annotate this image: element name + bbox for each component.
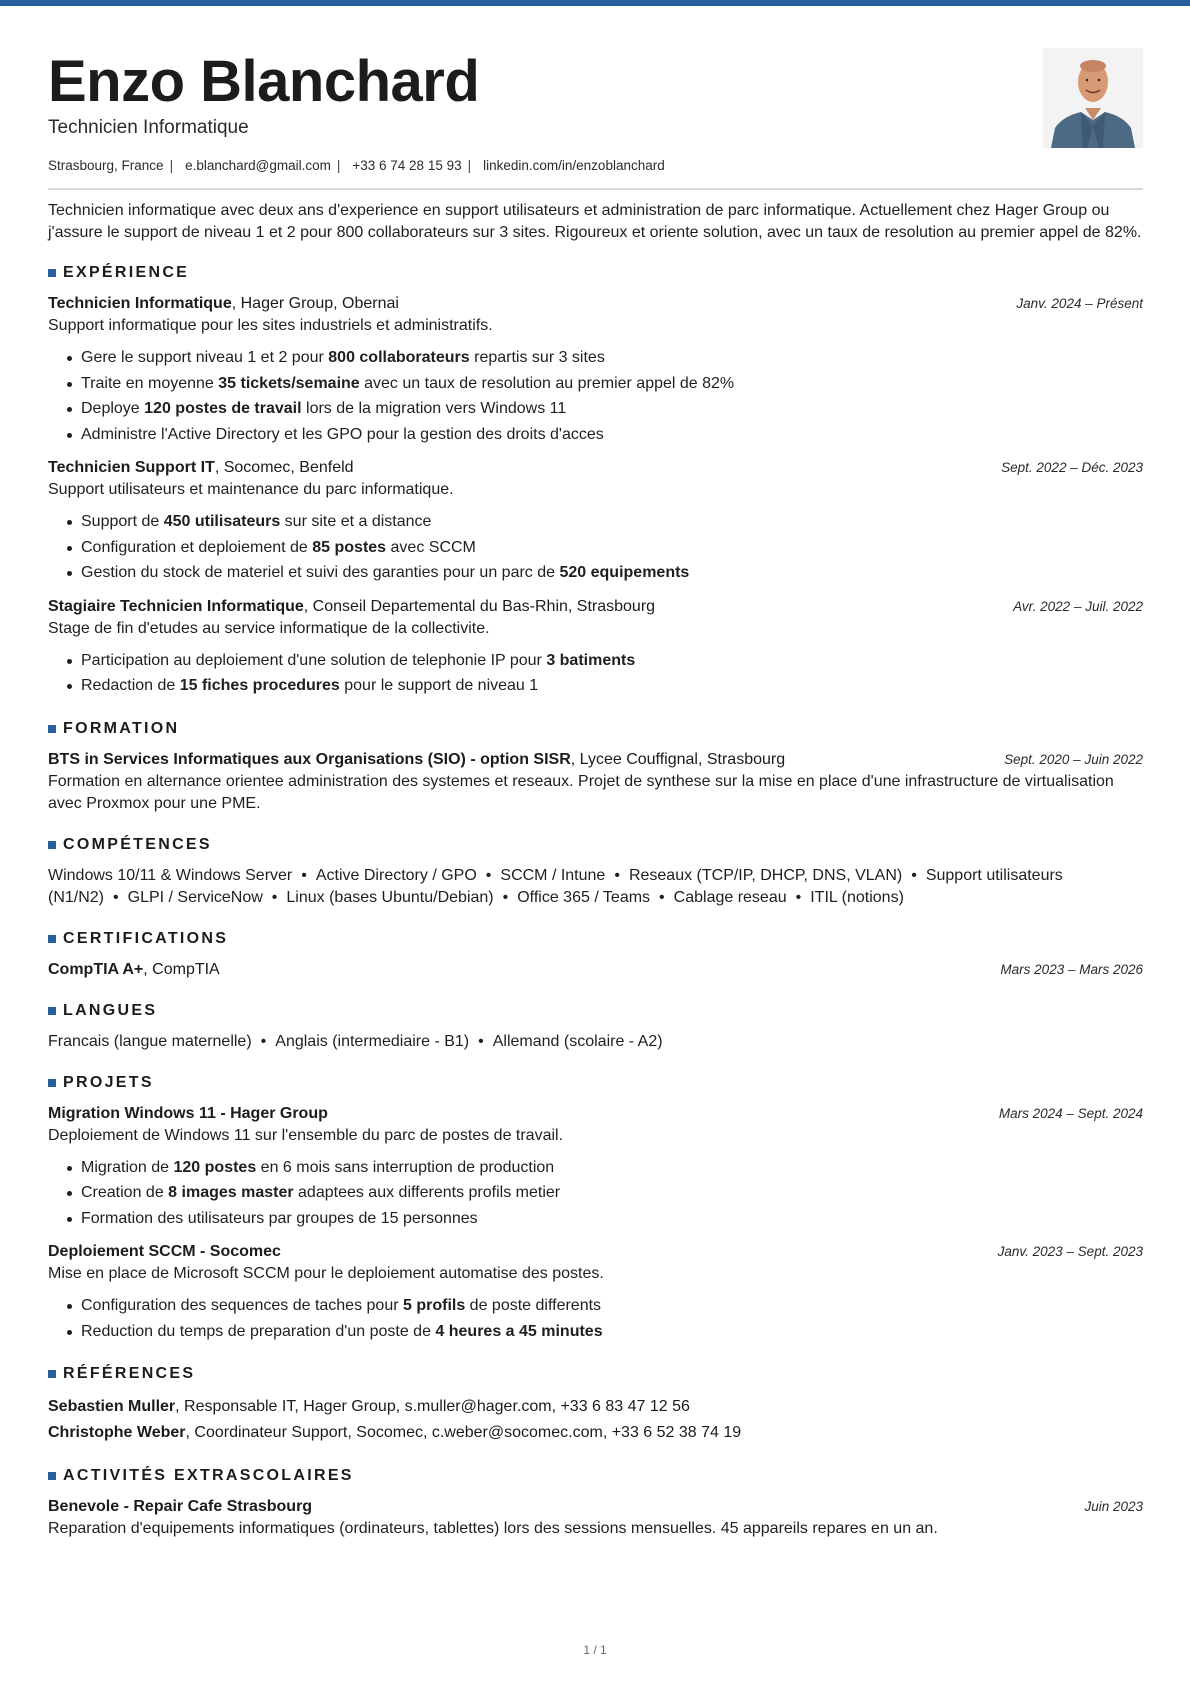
achievement-item: Redaction de 15 fiches procedures pour le support de niveau 1 [81,673,1143,699]
entry-date: Mars 2023 – Mars 2026 [1000,961,1143,977]
entry-date: Janv. 2024 – Présent [1016,296,1143,311]
header-divider [48,188,1143,190]
contact-location: Strasbourg, France [48,158,164,173]
bullet-separator: • [795,888,802,906]
achievement-item: Gestion du stock de materiel et suivi des garanties pour un parc de 520 equipements [81,560,1143,586]
school: , Lycee Couffignal, Strasbourg [570,750,786,768]
achievement-list [48,648,1143,699]
achievement-item: Reduction du temps de preparation d'un poste de 4 heures a 45 minutes [81,1319,1143,1345]
achievement-item: Traite en moyenne 35 tickets/semaine avec un taux de resolution au premier appel de 82% [81,371,1143,397]
square-bullet-icon [48,1007,56,1015]
employer: , Socomec, Benfeld [214,459,354,476]
bullet-separator: • [911,866,917,884]
section-projets [48,1073,1143,1345]
section-heading [48,263,1143,283]
entry-date: Mars 2024 – Sept. 2024 [998,1105,1143,1121]
skills-list [48,865,1143,909]
project-title: Migration Windows 11 - Hager Group [48,1104,328,1122]
square-bullet-icon [48,935,56,943]
language-item: Allemand (scolaire - A2) [492,1032,663,1050]
certification-entry [48,959,1143,981]
achievement-item: Participation au deploiement d'une solution de telephonie IP pour 3 batiments [81,648,1143,674]
person-portrait-icon [1043,48,1143,148]
entry-date: Sept. 2020 – Juin 2022 [1004,751,1143,767]
skill-item: Windows 10/11 & Windows Server [48,866,293,884]
bullet-separator: • [659,888,665,906]
achievement-item: Gere le support niveau 1 et 2 pour 800 collaborateurs repartis sur 3 sites [81,345,1143,371]
section-heading-label: RÉFÉRENCES [63,1365,196,1382]
section-heading [48,1001,1143,1021]
entry-title-line [48,457,354,479]
certification-issuer: , CompTIA [143,960,220,978]
section-heading-label: LANGUES [63,1001,158,1019]
section-heading-label: ACTIVITÉS EXTRASCOLAIRES [63,1467,354,1484]
achievement-item: Migration de 120 postes en 6 mois sans interruption de production [81,1155,1143,1181]
square-bullet-icon [48,841,56,849]
language-item: Anglais (intermediaire - B1) [275,1032,470,1050]
contact-email[interactable]: e.blanchard@gmail.com [185,158,331,173]
certification-title: CompTIA A+ [48,960,144,978]
reference-entry [48,1394,1143,1420]
achievement-item: Configuration et deploiement de 85 postes avec SCCM [81,535,1143,561]
section-experience [48,263,1143,699]
bullet-separator: • [502,888,509,906]
entry-date: Sept. 2022 – Déc. 2023 [1001,460,1143,475]
entry-description: Reparation d'equipements informatiques (ordinateurs, tablettes) lors des sessions mensuelles. 45 appareils repares en un an. [48,1520,938,1537]
entry-description: Support informatique pour les sites industriels et administratifs. [48,317,493,334]
contact-linkedin[interactable]: linkedin.com/in/enzoblanchard [483,158,665,173]
entry-date: Janv. 2023 – Sept. 2023 [997,1244,1143,1259]
square-bullet-icon [48,1370,56,1378]
job-title: Technicien Informatique [48,295,232,312]
education-entry [48,749,1143,815]
entry-description: Support utilisateurs et maintenance du parc informatique. [48,481,454,498]
bullet-separator: • [301,866,307,884]
achievement-item: Configuration des sequences de taches pour 5 profils de poste differents [81,1293,1143,1319]
employer: , Conseil Departemental du Bas-Rhin, Strasbourg [303,597,656,615]
contact-separator: | [169,158,174,173]
entry-title-line [48,1496,312,1518]
bullet-separator: • [614,866,620,884]
bullet-separator: • [260,1032,267,1050]
entry-title-line [48,1103,328,1125]
resume-header [48,0,1143,190]
entry-title-line [48,596,655,618]
section-heading [48,1466,1143,1486]
achievement-list [48,345,1143,447]
skill-item: SCCM / Intune [500,866,606,884]
contact-phone[interactable]: +33 6 74 28 15 93 [352,158,462,173]
section-heading [48,719,1143,739]
skill-item: Office 365 / Teams [517,888,651,906]
profile-summary: Technicien informatique avec deux ans d'experience en support utilisateurs et administration de parc informatique. Actuellement chez Hager Group ou j'assure le support de niveau 1 et 2 pour 800 collaborateurs sur 3 sites. Rigoureux et oriente solution, avec un taux de resolution au premier appel de 82%. [48,202,1142,241]
bullet-separator: • [113,888,119,906]
project-entry [48,1103,1143,1232]
achievement-list [48,509,1143,586]
achievement-item: Support de 450 utilisateurs sur site et a distance [81,509,1143,535]
experience-entry [48,596,1143,699]
skill-item: Active Directory / GPO [315,866,477,884]
reference-details: , Responsable IT, Hager Group, s.muller@hager.com, +33 6 83 47 12 56 [175,1398,690,1415]
language-item: Francais (langue maternelle) [48,1032,252,1050]
skill-item: Support utilisateurs (N1/N2) [48,866,1063,906]
reference-name: Sebastien Muller [48,1398,176,1415]
job-title: Stagiaire Technicien Informatique [48,597,304,615]
profile-photo [1043,48,1143,148]
project-entry [48,1241,1143,1344]
reference-name: Christophe Weber [48,1424,186,1441]
activity-title: Benevole - Repair Cafe Strasbourg [48,1498,313,1515]
achievement-list [48,1155,1143,1232]
section-references [48,1364,1143,1446]
skill-item: Linux (bases Ubuntu/Debian) [286,888,494,906]
skill-item: ITIL (notions) [810,888,904,906]
page-indicator: 1 / 1 [583,1643,607,1657]
skill-item: Reseaux (TCP/IP, DHCP, DNS, VLAN) [628,866,903,884]
degree-title: BTS in Services Informatiques aux Organisations (SIO) - option SISR [48,750,571,768]
bullet-separator: • [478,1032,484,1050]
candidate-name: Enzo Blanchard [48,49,480,114]
reference-details: , Coordinateur Support, Socomec, c.weber@socomec.com, +33 6 52 38 74 19 [185,1424,742,1441]
experience-entry [48,457,1143,586]
experience-entry [48,293,1143,447]
entry-title-line [48,1241,281,1263]
entry-title-line [48,959,220,981]
section-competences [48,835,1143,909]
section-langues [48,1001,1143,1053]
section-heading-label: PROJETS [63,1073,154,1091]
contact-separator: | [336,158,341,173]
section-heading [48,835,1143,855]
entry-title-line [48,293,399,315]
section-heading-label: COMPÉTENCES [63,835,212,853]
skill-item: GLPI / ServiceNow [127,888,263,906]
languages-list [48,1031,1143,1053]
entry-date: Juin 2023 [1084,1499,1143,1514]
section-heading-label: EXPÉRIENCE [63,264,190,281]
achievement-list [48,1293,1143,1344]
square-bullet-icon [48,269,56,277]
entry-title-line [48,749,785,771]
achievement-item: Administre l'Active Directory et les GPO pour la gestion des droits d'acces [81,422,1143,448]
achievement-item: Creation de 8 images master adaptees aux differents profils metier [81,1180,1143,1206]
square-bullet-icon [48,1079,56,1087]
section-formation [48,719,1143,815]
skill-item: Cablage reseau [673,888,787,906]
square-bullet-icon [48,725,56,733]
square-bullet-icon [48,1472,56,1480]
job-title: Technicien Support IT [48,459,215,476]
candidate-role: Technicien Informatique [48,117,249,138]
employer: , Hager Group, Obernai [231,295,399,312]
entry-description: Formation en alternance orientee administration des systemes et reseaux. Projet de synthese sur la mise en place d'une infrastructure de virtualisation avec Proxmox pour une PME. [48,772,1114,812]
bullet-separator: • [485,866,492,884]
section-heading-label: CERTIFICATIONS [63,929,229,947]
section-certifications [48,929,1143,981]
activity-entry [48,1496,1143,1540]
resume-page [48,0,1143,1550]
achievement-item: Formation des utilisateurs par groupes de 15 personnes [81,1206,1143,1232]
reference-entry [48,1420,1143,1446]
entry-description: Mise en place de Microsoft SCCM pour le deploiement automatise des postes. [48,1265,604,1282]
entry-description: Stage de fin d'etudes au service informatique de la collectivite. [48,619,490,637]
section-heading [48,929,1143,949]
entry-date: Avr. 2022 – Juil. 2022 [1013,598,1143,614]
bullet-separator: • [271,888,278,906]
project-title: Deploiement SCCM - Socomec [48,1243,281,1260]
section-heading [48,1073,1143,1093]
section-extrascolaires [48,1466,1143,1540]
contact-separator: | [467,158,472,173]
section-heading [48,1364,1143,1384]
entry-description: Deploiement de Windows 11 sur l'ensemble du parc de postes de travail. [48,1126,564,1144]
achievement-item: Deploye 120 postes de travail lors de la migration vers Windows 11 [81,396,1143,422]
contact-line [48,157,665,175]
section-heading-label: FORMATION [63,719,180,737]
